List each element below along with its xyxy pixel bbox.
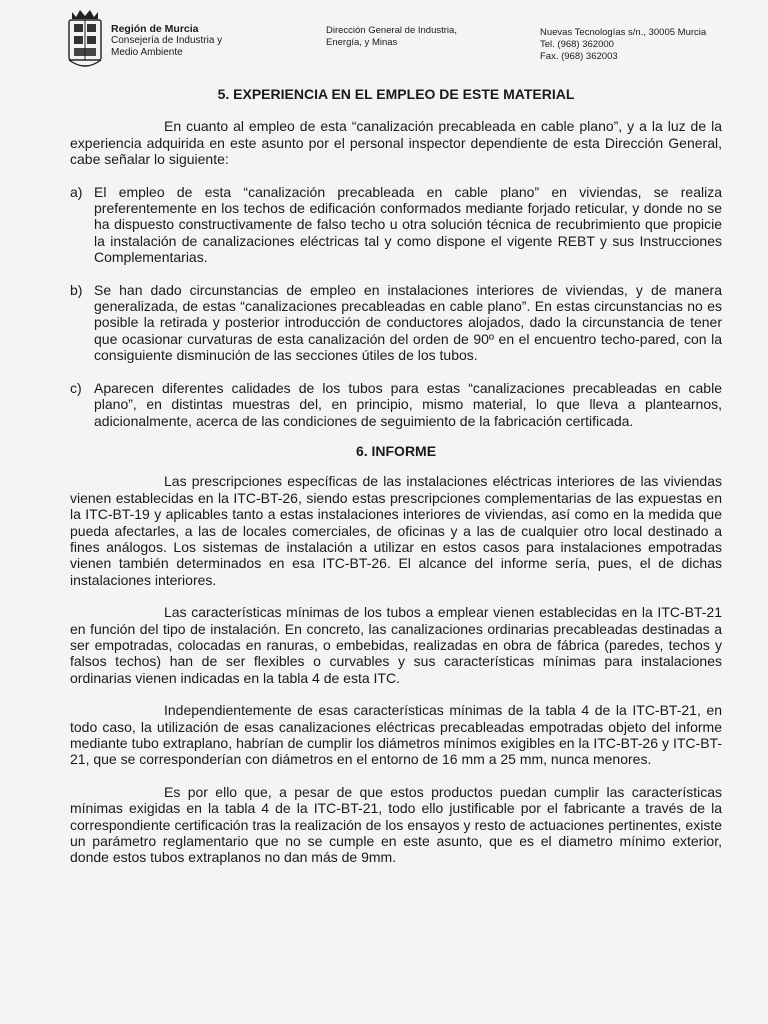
department-block (326, 25, 457, 49)
list-item-letter: c) (70, 379, 82, 396)
section-6-paragraph: Las prescripciones específicas de las instalaciones eléctricas interiores de las viviendas vienen establecidas en la ITC-BT-26, siendo estas prescripciones complementarias de las expuestas en la ITC-BT-19 y aplicables tanto a estas instalaciones interiores de viviendas, así como en la medida que pueda afectarles, a las de locales comerciales, de oficinas y a las de cualquier otro local destinado a fines análogos. Los sistemas de instalación a utilizar en estos casos para instalaciones empotradas vienen también determinados en esa ITC-BT-26. El alcance del informe sería, pues, el de dichas instalaciones interiores. (70, 473, 722, 588)
org-line-2: Consejería de Industria y (111, 35, 223, 46)
contact-block (540, 27, 706, 63)
section-6-title: 6. INFORME (355, 442, 437, 459)
org-name: Región de Murcia (111, 23, 199, 35)
dept-line-2: Energía, y Minas (326, 37, 398, 48)
list-item-text: Se han dado circunstancias de empleo en instalaciones interiores de viviendas, y de manera generalizada, de estas “canalizaciones precableadas en cable plano”. En estas circunstancias no es posible la retirada y posterior introducción de conductores alojados, dado la circunstancia de tener que ocasionar curvaturas de esta canalización del orden de 90º en el encuentro techo-pared, con la consiguiente disminución de las secciones útiles de los tubos. (94, 281, 722, 364)
section-6-paragraph: Las características mínimas de los tubos a emplear vienen establecidas en la ITC-BT-21 en función del tipo de instalación. En concreto, las canalizaciones ordinarias precableadas destinadas a ser empotradas, colocadas en ranuras, o embebidas, realizadas en obra de fábrica (paredes, techos y falsos techos) han de ser flexibles o curvables y sus características mínimas para instalaciones ordinarias vienen indicadas en la tabla 4 de esta ITC. (70, 604, 722, 686)
document-body (70, 86, 722, 866)
list-item (70, 282, 722, 364)
telephone: Tel. (968) 362000 (540, 39, 614, 50)
section-5-intro: En cuanto al empleo de esta “canalización precableada en cable plano”, y a la luz de la experiencia adquirida en este asunto por el personal inspector dependiente de esta Dirección General, cabe señalar lo siguiente: (70, 118, 722, 168)
org-line-3: Medio Ambiente (111, 47, 183, 58)
list-item-letter: b) (70, 281, 83, 298)
list-item (70, 184, 722, 266)
list-item (70, 380, 722, 429)
list-item-text: El empleo de esta “canalización precableada en cable plano” en viviendas, se realiza preferentemente en los techos de edificación conformados mediante forjado reticular, y donde no se ha dispuesto constructivamente de falso techo u otra solución técnica de recubrimiento que propicie la instalación de canalizaciones eléctricas tal y como dispone el vigente REBT y sus Instrucciones Complementarias. (94, 183, 722, 266)
list-item-text: Aparecen diferentes calidades de los tubos para estas “canalizaciones precableadas en cable plano”, en distintas muestras del, en principio, mismo material, lo que lleva a plantearnos, adicionalmente, acerca de las condiciones de seguimiento de la fabricación certificada. (94, 379, 722, 429)
fax: Fax. (968) 362003 (540, 51, 618, 62)
section-6-paragraph: Es por ello que, a pesar de que estos productos puedan cumplir las características mínimas exigidas en la tabla 4 de la ITC-BT-21, todo ello justificable por el fabricante a través de la correspondiente certificación tras la realización de los ensayos y resto de actuaciones pertinentes, existe un parámetro reglamentario que no se cumple en este asunto, que es el diametro mínimo exterior, donde estos tubos extraplanos no dan más de 9mm. (70, 783, 722, 866)
section-6-paragraph: Independientemente de esas características mínimas de la tabla 4 de la ITC-BT-21, en todo caso, la utilización de esas canalizaciones eléctricas precableadas empotradas objeto del informe mediante tubo extraplano, habrían de cumplir los diámetros mínimos exigibles en la ITC-BT-26 y ITC-BT-21, que se corresponderían con diámetros en el entorno de 16 mm a 25 mm, nunca menores. (70, 702, 722, 768)
region-crest-logo (66, 8, 104, 70)
list-item-letter: a) (70, 183, 83, 200)
address: Nuevas Tecnologías s/n., 30005 Murcia (540, 27, 707, 38)
letterhead (0, 0, 768, 80)
dept-line-1: Dirección General de Industria, (326, 25, 457, 36)
section-5-title: 5. EXPERIENCIA EN EL EMPLEO DE ESTE MATERIAL (217, 86, 575, 102)
organization-block (111, 23, 222, 59)
